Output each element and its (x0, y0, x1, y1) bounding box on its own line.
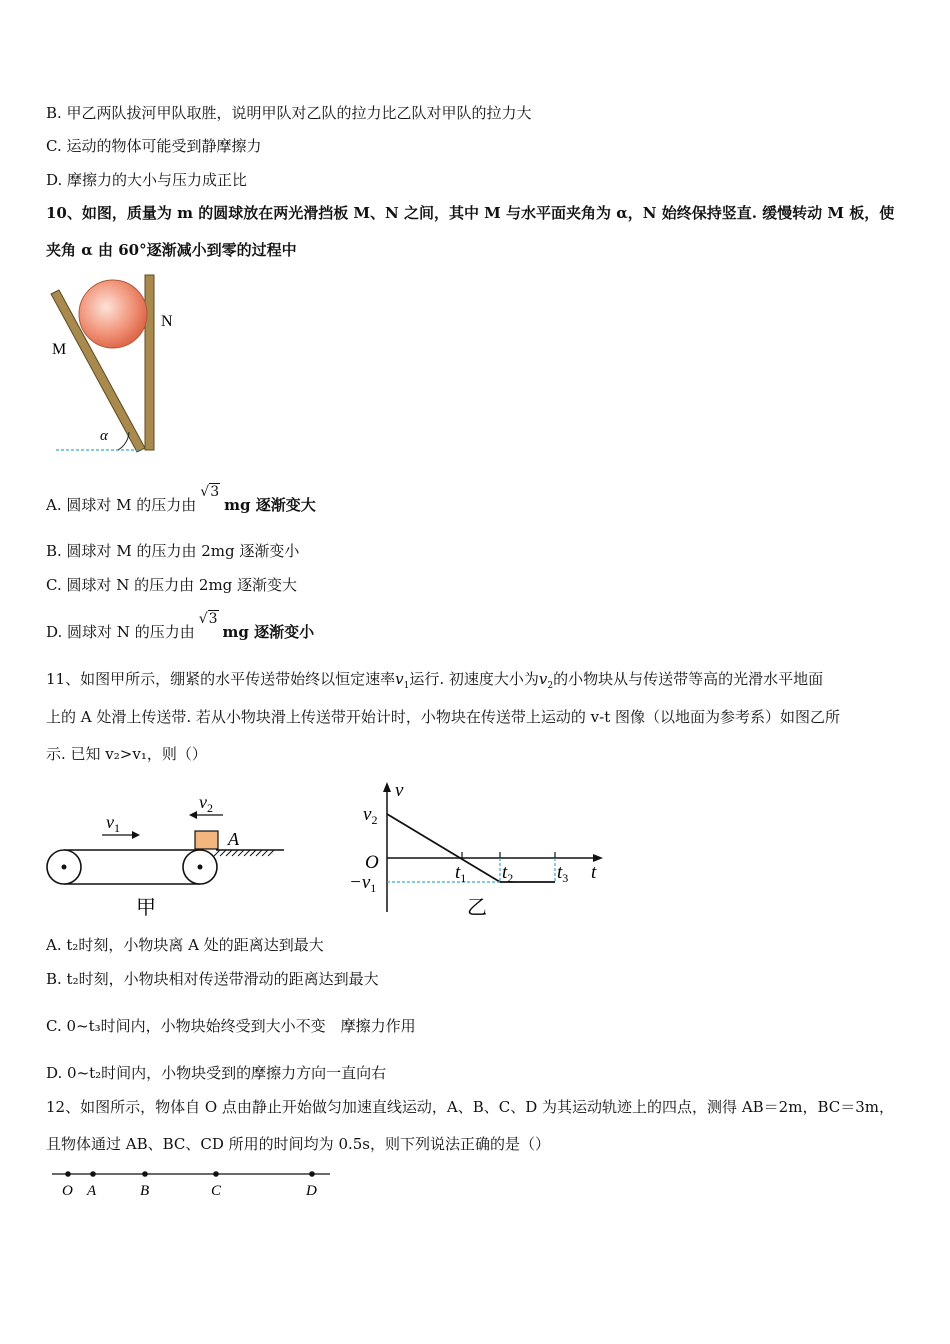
q9-option-d: D. 摩擦力的大小与压力成正比 (46, 171, 248, 189)
t-axis-arrow-icon (593, 854, 603, 862)
q10-stem-line1: 10、如图，质量为 m 的圆球放在两光滑挡板 M、N 之间，其中 M 与水平面夹角为 α，N 始终保持竖直. 缓慢转动 M 板，使 (46, 204, 895, 222)
q11-figure-yi (345, 776, 610, 921)
q10-option-d-post: mg 逐渐变小 (222, 623, 315, 641)
q11-option-b: B. t₂时刻，小物块相对传送带滑动的距离达到最大 (46, 970, 379, 988)
q10-stem-line2: 夹角 α 由 60°逐渐减小到零的过程中 (46, 241, 297, 259)
label-d: D (306, 1183, 317, 1199)
q10-option-a (46, 484, 316, 515)
sqrt-symbol: √3 (200, 484, 220, 500)
q11-stem-line1: 11、如图甲所示，绷紧的水平传送带始终以恒定速率$v_1$运行. 初速度大小为$v_2$的小物块从与传送带等高的光滑水平地面 (46, 670, 824, 691)
q11-stem-a: 11、如图甲所示，绷紧的水平传送带始终以恒定速率 (46, 670, 396, 688)
label-t1: $t_1$ (455, 862, 467, 885)
sqrt-radicand: 3 (208, 611, 218, 627)
q11-option-a: A. t₂时刻，小物块离 A 处的距离达到最大 (46, 936, 324, 954)
q11-option-d: D. 0~t₂时间内，小物块受到的摩擦力方向一直向右 (46, 1064, 387, 1082)
q10-option-c: C. 圆球对 N 的压力由 2mg 逐渐变大 (46, 576, 298, 594)
label-m: M (52, 341, 67, 358)
label-v2: $v_2$ (199, 792, 213, 815)
label-b: B (140, 1183, 150, 1199)
sqrt-radicand: 3 (210, 484, 220, 500)
q11-stem-line3: 示. 已知 v₂>v₁，则（） (46, 745, 207, 763)
q10-option-a-pre: A. 圆球对 M 的压力由 (46, 496, 197, 514)
q9-option-b: B. 甲乙两队拔河甲队取胜，说明甲队对乙队的拉力比乙队对甲队的拉力大 (46, 104, 532, 122)
point-c (213, 1171, 219, 1177)
ball (79, 280, 147, 348)
block-a (195, 831, 218, 849)
label-a: A (228, 829, 239, 849)
label-a: A (87, 1183, 97, 1199)
q10-option-d (46, 611, 315, 642)
arrow-left-icon (189, 811, 197, 819)
q11-figure-jia (44, 786, 289, 921)
label-t3: $t_3$ (557, 862, 569, 885)
q11-v1: v (395, 670, 404, 688)
label-o: O (62, 1183, 73, 1199)
point-b (142, 1171, 148, 1177)
point-o (65, 1171, 71, 1177)
label-t2: $t_2$ (502, 862, 514, 885)
q11-stem-c: 的小物块从与传送带等高的光滑水平地面 (553, 670, 824, 688)
v-axis-arrow-icon (383, 782, 391, 792)
q10-option-b: B. 圆球对 M 的压力由 2mg 逐渐变小 (46, 542, 300, 560)
vt-graph-line (387, 814, 555, 882)
q11-v2: v (538, 670, 548, 688)
caption-yi: 乙 (467, 897, 487, 919)
label-v2: $v_2$ (363, 804, 378, 827)
q10-option-d-pre: D. 圆球对 N 的压力由 (46, 623, 195, 641)
q9-option-c: C. 运动的物体可能受到静摩擦力 (46, 137, 262, 155)
board-n (145, 275, 154, 450)
label-neg-v1: $-v_1$ (349, 872, 377, 895)
q10-figure (46, 270, 196, 455)
point-d (309, 1171, 315, 1177)
q12-stem-line1: 12、如图所示，物体自 O 点由静止开始做匀加速直线运动，A、B、C、D 为其运动轨迹上的四点，测得 AB＝2m，BC＝3m， (46, 1098, 894, 1116)
label-n: N (161, 313, 173, 330)
label-t: t (591, 862, 597, 883)
q11-option-c: C. 0~t₃时间内，小物块始终受到大小不变 摩擦力作用 (46, 1017, 416, 1035)
label-alpha: α (100, 428, 108, 444)
sqrt-symbol: √3 (198, 611, 218, 627)
label-c: C (211, 1183, 222, 1199)
q10-option-a-post: mg 逐渐变大 (224, 496, 316, 514)
q11-stem-b: 运行. 初速度大小为 (409, 670, 539, 688)
label-o: O (365, 852, 379, 873)
q12-figure (46, 1164, 336, 1204)
q11-stem-line2: 上的 A 处滑上传送带. 若从小物块滑上传送带开始计时，小物块在传送带上运动的 v-t 图像（以地面为参考系）如图乙所 (46, 708, 841, 726)
point-a (90, 1171, 96, 1177)
label-v1: $v_1$ (106, 812, 120, 835)
arrow-right-icon (132, 831, 140, 839)
label-v: v (395, 780, 404, 801)
caption-jia: 甲 (136, 897, 156, 919)
q12-stem-line2: 且物体通过 AB、BC、CD 所用的时间均为 0.5s，则下列说法正确的是（） (46, 1135, 550, 1153)
